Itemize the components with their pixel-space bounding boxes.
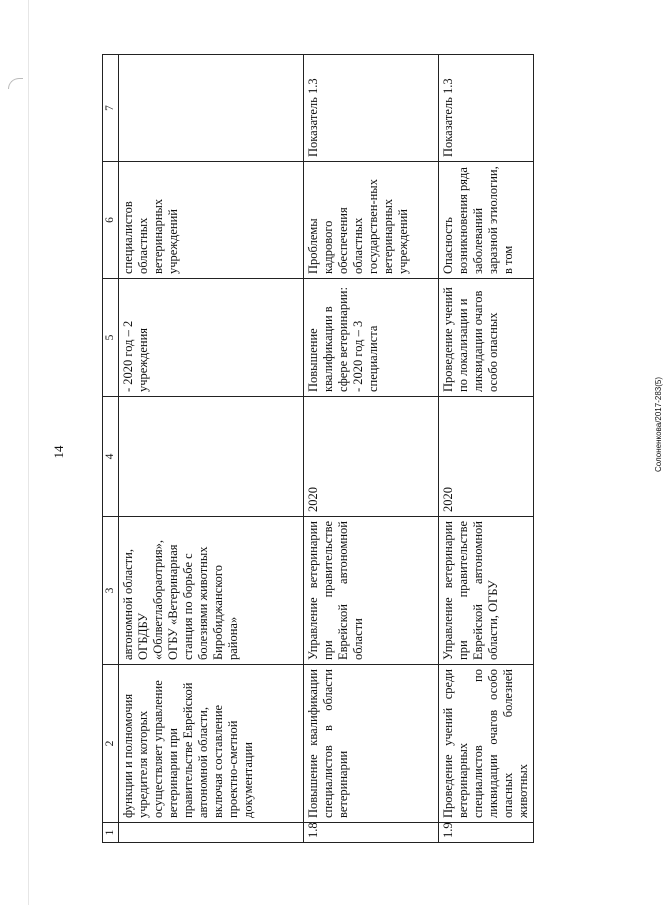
cell-number: 1.9 [439, 823, 534, 843]
cell-result: - 2020 год – 2 учреждения [119, 279, 304, 397]
header-cell: 6 [103, 162, 119, 279]
header-cell: 3 [103, 517, 119, 665]
table-row [119, 55, 304, 843]
page-number: 14 [51, 445, 66, 459]
margin-mark [8, 78, 23, 89]
cell-indicator: Показатель 1.3 [304, 55, 439, 162]
cell-number [119, 823, 304, 843]
table-row [304, 55, 439, 843]
header-cell: 7 [103, 55, 119, 162]
scan-edge [28, 0, 29, 905]
cell-activity: функции и полномочия учредителя которых осуществляет управление ветеринарии при правительстве Еврейской автономной области, включая составление проектно-сметной документации [119, 665, 304, 823]
cell-executor: Управление ветеринарии при правительстве Еврейской автономной области, ОГБУ [439, 517, 534, 665]
cell-consequence: Проблемы кадрового обеспечения областных государствен-ных ветеринарных учреждений [304, 162, 439, 279]
cell-consequence: Опасность возникновения ряда заболеваний заразной этиологии, в том [439, 162, 534, 279]
header-cell: 4 [103, 397, 119, 517]
cell-activity: Повышение квалификации специалистов в области ветеринарии [304, 665, 439, 823]
footer-code: Солоненкова/2017-283(5) [654, 377, 663, 472]
cell-indicator: Показатель 1.3 [439, 55, 534, 162]
cell-year: 2020 [439, 397, 534, 517]
document-table [102, 54, 534, 843]
table-row [439, 55, 534, 843]
cell-consequence: специалистов областных ветеринарных учреждений [119, 162, 304, 279]
cell-result: Проведение учений по локализации и ликвидации очагов особо опасных [439, 279, 534, 397]
cell-number: 1.8 [304, 823, 439, 843]
cell-executor: автономной области, ОГБДБУ «Облветлабораотрия», ОГБУ «Ветеринарная станция по борьбе с болезнями животных Биробиджанского района» [119, 517, 304, 665]
table-header-row [103, 55, 119, 843]
cell-executor: Управление ветеринарии при правительстве Еврейской автономной области [304, 517, 439, 665]
cell-year: 2020 [304, 397, 439, 517]
rotated-table-container [102, 55, 530, 843]
header-cell: 1 [103, 823, 119, 843]
cell-activity: Проведение учений среди ветеринарных специалистов по ликвидации очагов особо опасных болезней животных [439, 665, 534, 823]
cell-indicator [119, 55, 304, 162]
cell-result: Повышение квалификации в сфере ветеринарии: - 2020 год – 3 специалиста [304, 279, 439, 397]
header-cell: 2 [103, 665, 119, 823]
header-cell: 5 [103, 279, 119, 397]
cell-year [119, 397, 304, 517]
